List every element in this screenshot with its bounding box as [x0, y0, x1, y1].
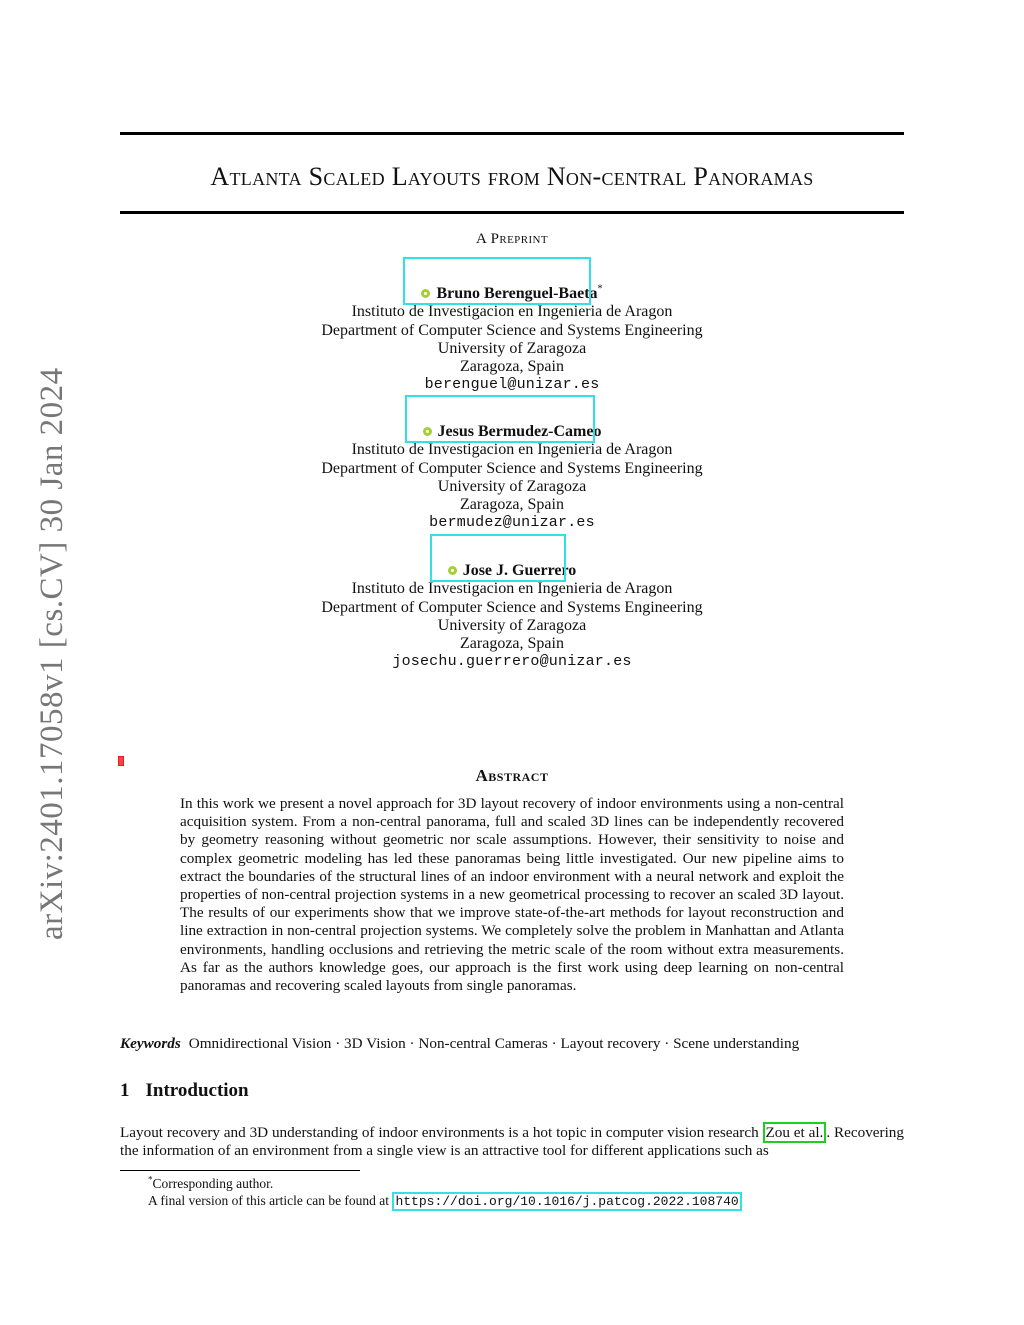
orcid-icon[interactable] — [423, 427, 432, 436]
affiliation-line: Instituto de Investigacion en Ingenieria de Aragon — [351, 580, 673, 598]
keywords-label: Keywords — [120, 1035, 181, 1052]
affiliation-line: Department of Computer Science and Systems Engineering — [321, 459, 703, 477]
author-block-3 — [0, 562, 1024, 672]
annotation-marker[interactable] — [118, 756, 124, 766]
footnote-text: A final version of this article can be found at — [148, 1193, 393, 1208]
author-name: Bruno Berenguel-Baeta — [436, 285, 598, 302]
intro-text: . Recovering the information of an environment from a single view is an attractive tool for different applications such as — [120, 1124, 904, 1160]
affiliation-line: Zaragoza, Spain — [460, 496, 564, 514]
footnote-rule — [120, 1170, 360, 1171]
author-name-line[interactable] — [448, 562, 577, 580]
orcid-icon[interactable] — [448, 566, 457, 575]
affiliation-line: Instituto de Investigacion en Ingenieria de Aragon — [351, 441, 673, 459]
author-block-2 — [0, 423, 1024, 533]
author-email[interactable]: bermudez@unizar.es — [429, 514, 595, 532]
affiliation-line: Department of Computer Science and Systems Engineering — [321, 598, 703, 616]
footnote-marker: * — [148, 1174, 153, 1185]
footnotes — [148, 1175, 742, 1210]
title-rule-bottom — [120, 211, 904, 214]
title-rule-top — [120, 132, 904, 135]
section-number: 1 — [120, 1080, 130, 1101]
keywords-text: Omnidirectional Vision · 3D Vision · Non-central Cameras · Layout recovery · Scene understanding — [188, 1035, 800, 1052]
footnote-final-version — [148, 1192, 742, 1210]
section-heading — [120, 1080, 249, 1102]
affiliation-line: Instituto de Investigacion en Ingenieria de Aragon — [351, 303, 673, 321]
affiliation-line: Department of Computer Science and Systems Engineering — [321, 321, 703, 339]
paper-title: Atlanta Scaled Layouts from Non-central Panoramas — [210, 162, 814, 191]
affiliation-line: University of Zaragoza — [437, 616, 587, 634]
author-name-line[interactable] — [421, 285, 602, 303]
intro-text: Layout recovery and 3D understanding of indoor environments is a hot topic in computer vision research — [120, 1124, 763, 1141]
arxiv-stamp: arXiv:2401.17058v1 [cs.CV] 30 Jan 2024 — [34, 367, 70, 940]
affiliation-line: Zaragoza, Spain — [460, 358, 564, 376]
author-block-1 — [0, 285, 1024, 395]
citation-link[interactable]: Zou et al. — [763, 1122, 827, 1143]
intro-paragraph — [120, 1124, 904, 1160]
doi-link[interactable]: https://doi.org/10.1016/j.patcog.2022.108740 — [392, 1192, 741, 1211]
footnote-text: Corresponding author. — [152, 1176, 274, 1191]
author-name: Jose J. Guerrero — [462, 562, 577, 579]
preprint-label: A Preprint — [476, 231, 548, 247]
author-name: Jesus Bermudez-Cameo — [437, 423, 602, 440]
orcid-icon[interactable] — [421, 289, 430, 298]
abstract-text: In this work we present a novel approach for 3D layout recovery of indoor environments using a non-central acquisition system. From a non-central panorama, full and scaled 3D lines can be independently recovered by geometry reasoning without geometric nor scale assumptions. However, their sensitivity to noise and complex geometric modeling has led these panoramas being little investigated. Our new pipeline aims to extract the boundaries of the structural lines of an indoor environment with a neural network and exploit the properties of non-central projection systems in a new geometrical processing to recover an scaled 3D layout. The results of our experiments show that we improve state-of-the-art methods for layout reconstruction and line extraction in non-central projection systems. We completely solve the problem in Manhattan and Atlanta environments, handling occlusions and retrieving the metric scale of the room without extra measurements. As far as the authors knowledge goes, our approach is the first work using deep learning on non-central panoramas and recovering scaled layouts from single panoramas. — [180, 795, 844, 995]
abstract-heading: Abstract — [475, 766, 549, 785]
affiliation-line: University of Zaragoza — [437, 339, 587, 357]
affiliation-line: University of Zaragoza — [437, 477, 587, 495]
affiliation-line: Zaragoza, Spain — [460, 635, 564, 653]
author-email[interactable]: josechu.guerrero@unizar.es — [392, 653, 632, 671]
footnote-corresponding — [148, 1175, 742, 1192]
section-title: Introduction — [145, 1080, 249, 1101]
keywords-line — [120, 1035, 904, 1053]
author-email[interactable]: berenguel@unizar.es — [424, 376, 600, 394]
corresponding-marker: * — [597, 283, 603, 295]
author-name-line[interactable] — [423, 423, 602, 441]
